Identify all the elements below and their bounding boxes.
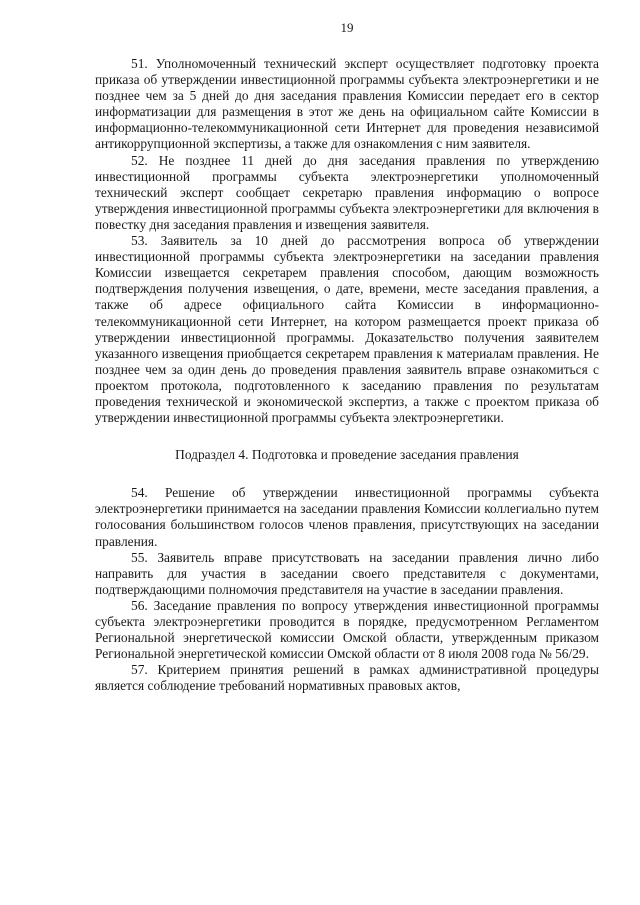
paragraph-57: 57. Критерием принятия решений в рамках административной процедуры является соблюдение требований нормативных правовых актов,: [95, 662, 599, 694]
paragraph-52: 52. Не позднее 11 дней до дня заседания правления по утверждению инвестиционной программы субъекта электроэнергетики уполномоченный технический эксперт сообщает секретарю правления информацию о вопросе утверждения инвестиционной программы субъекта электроэнергетики для включения в повестку дня заседания правления и извещения заявителя.: [95, 152, 599, 232]
section-heading: Подраздел 4. Подготовка и проведение заседания правления: [175, 447, 519, 463]
paragraph-54: 54. Решение об утверждении инвестиционной программы субъекта электроэнергетики принимается на заседании правления Комиссии коллегиально путем голосования большинством голосов членов правления, присутствующих на заседании правления.: [95, 485, 599, 549]
paragraph-53: 53. Заявитель за 10 дней до рассмотрения вопроса об утверждении инвестиционной программы субъекта электроэнергетики на заседании правления Комиссии извещается секретарем правления способом, дающим возможность подтверждения получения извещения, о дате, времени, месте заседания правления, а также об адресе официального сайта Комиссии в информационно-телекоммуникационной сети Интернет, на котором размещается проект приказа об утверждении инвестиционной программы. Доказательство получения заявителем указанного извещения приобщается секретарем правления к материалам правления. Не позднее чем за один день до проведения правления заявитель вправе ознакомиться с проектом протокола, подготовленного к заседанию правления по результатам проведения технической и экономической экспертиз, а также с проектом приказа об утверждении инвестиционной программы субъекта электроэнергетики.: [95, 233, 599, 426]
paragraph-55: 55. Заявитель вправе присутствовать на заседании правления лично либо направить для участия в заседании своего представителя с документами, подтверждающими полномочия представителя на участие в заседании правления.: [95, 549, 599, 597]
paragraph-51: 51. Уполномоченный технический эксперт осуществляет подготовку проекта приказа об утверждении инвестиционной программы субъекта электроэнергетики и не позднее чем за 5 дней до дня заседания правления Комиссии передает его в сектор информатизации для размещения в этот же день на официальном сайте Комиссии в информационно-телекоммуникационной сети Интернет для проведения независимой антикоррупционной экспертизы, а также для ознакомления с ним заявителя.: [95, 56, 599, 152]
page-number: 19: [340, 20, 354, 35]
document-page: [95, 20, 599, 694]
paragraph-56: 56. Заседание правления по вопросу утверждения инвестиционной программы субъекта электроэнергетики проводится в порядке, предусмотренном Регламентом Региональной энергетической комиссии Омской области, утвержденным приказом Региональной энергетической комиссии Омской области от 8 июля 2008 года № 56/29.: [95, 597, 599, 662]
